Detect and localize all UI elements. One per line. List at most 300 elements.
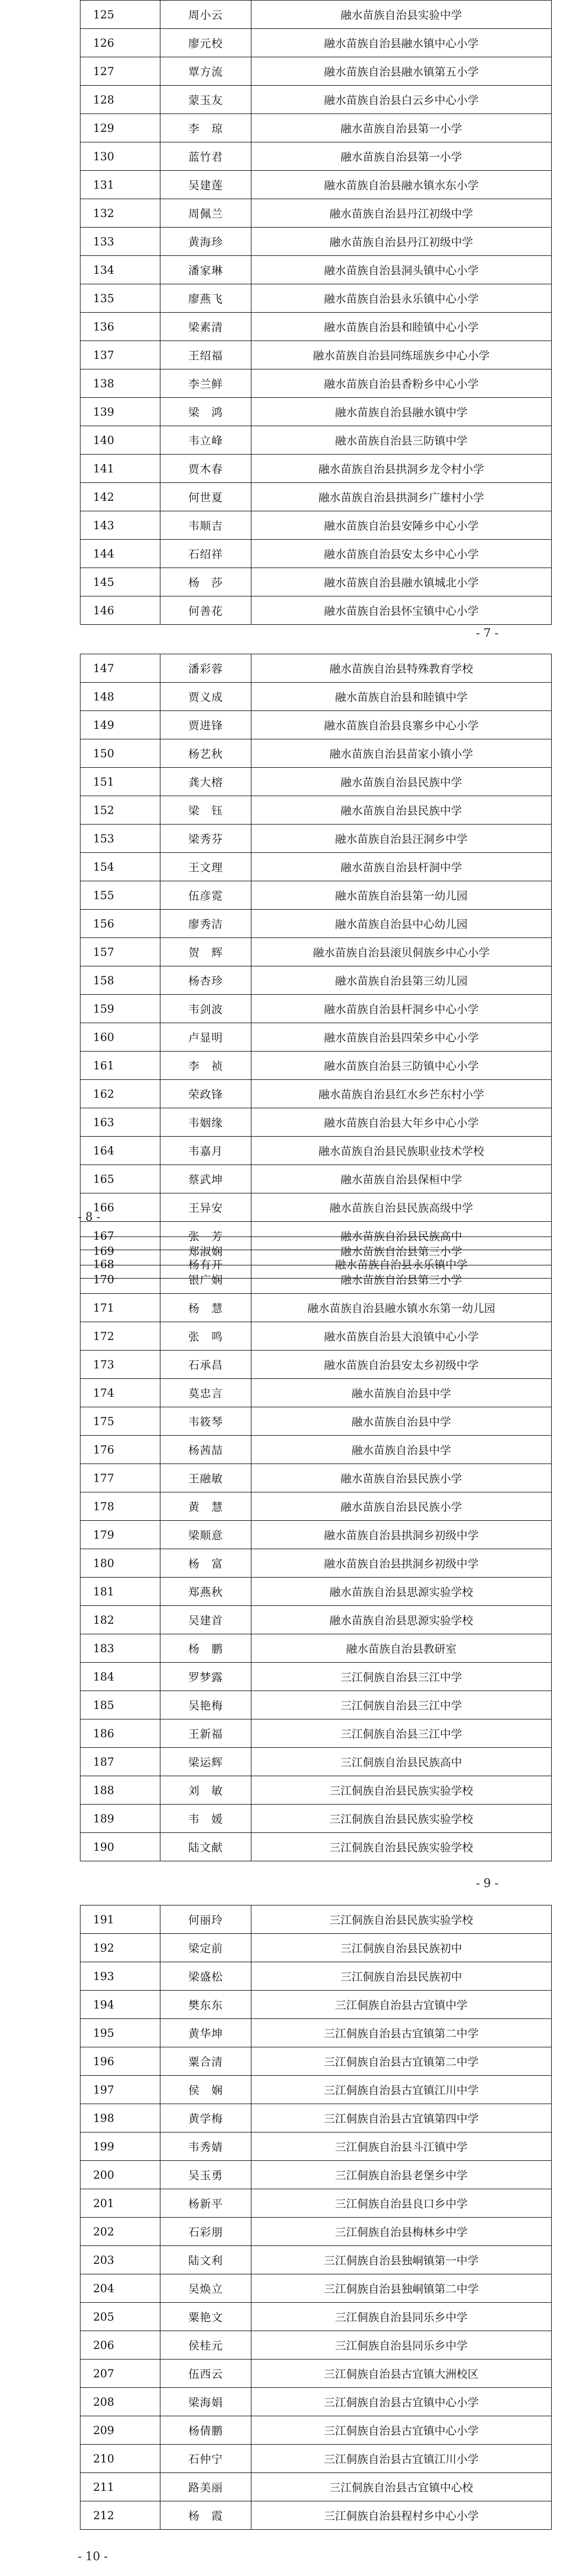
row-number: 183	[80, 1634, 160, 1663]
table-row	[80, 341, 552, 369]
table-row	[80, 284, 552, 313]
school-name: 融水苗族自治县洞头镇中心小学	[251, 256, 552, 284]
person-name: 吴建莲	[160, 171, 251, 199]
school-name: 融水苗族自治县永乐镇中心小学	[251, 284, 552, 313]
school-name: 融水苗族自治县苗家小镇小学	[251, 739, 552, 768]
school-name: 三江侗族自治县民族实验学校	[251, 1905, 552, 1934]
school-name: 融水苗族自治县中学	[251, 1379, 552, 1407]
person-name: 黄海珍	[160, 228, 251, 256]
row-number: 154	[80, 853, 160, 881]
school-name: 三江侗族自治县三江中学	[251, 1663, 552, 1691]
table-row	[80, 881, 552, 910]
table-row	[80, 1934, 552, 1962]
school-name: 融水苗族自治县四荣乡中心小学	[251, 1023, 552, 1052]
table-row	[80, 796, 552, 825]
table-row	[80, 596, 552, 625]
person-name: 吴玉勇	[160, 2161, 251, 2189]
school-name: 融水苗族自治县特殊教育学校	[251, 654, 552, 683]
person-name: 韦筱琴	[160, 1407, 251, 1436]
row-number: 206	[80, 2331, 160, 2359]
row-number: 128	[80, 86, 160, 114]
table-row	[80, 995, 552, 1023]
person-name: 石彩朋	[160, 2218, 251, 2246]
table-row	[80, 1108, 552, 1137]
person-name: 陆文利	[160, 2246, 251, 2274]
table-row	[80, 2161, 552, 2189]
table-row	[80, 86, 552, 114]
person-name: 樊东东	[160, 1991, 251, 2019]
row-number: 165	[80, 1165, 160, 1193]
person-name: 吴建首	[160, 1606, 251, 1634]
table-row	[80, 1464, 552, 1492]
roster-table	[80, 1905, 552, 2530]
row-number: 167	[80, 1222, 160, 1250]
row-number: 127	[80, 57, 160, 86]
row-number: 170	[80, 1265, 160, 1294]
table-row	[80, 1805, 552, 1833]
school-name: 三江侗族自治县民族高中	[251, 1748, 552, 1776]
row-number: 130	[80, 142, 160, 171]
person-name: 梁 钰	[160, 796, 251, 825]
person-name: 张 鸣	[160, 1322, 251, 1351]
row-number: 141	[80, 455, 160, 483]
row-number: 164	[80, 1137, 160, 1165]
row-number: 185	[80, 1691, 160, 1719]
row-number: 166	[80, 1193, 160, 1222]
row-number: 204	[80, 2274, 160, 2303]
school-name: 融水苗族自治县第三幼儿园	[251, 966, 552, 995]
school-name: 融水苗族自治县安太乡初级中学	[251, 1351, 552, 1379]
school-name: 三江侗族自治县古宜镇第二中学	[251, 2019, 552, 2047]
person-name: 吴焕立	[160, 2274, 251, 2303]
table-row	[80, 2104, 552, 2132]
page-number: - 9 -	[476, 1877, 499, 1890]
row-number: 175	[80, 1407, 160, 1436]
person-name: 梁素清	[160, 313, 251, 341]
person-name: 郑淑娴	[160, 1237, 251, 1265]
school-name: 三江侗族自治县古宜镇中心校	[251, 2473, 552, 2501]
table-row	[80, 683, 552, 711]
table-row	[80, 739, 552, 768]
school-name: 融水苗族自治县拱洞乡初级中学	[251, 1521, 552, 1549]
school-name: 融水苗族自治县民族小学	[251, 1464, 552, 1492]
table-row	[80, 1776, 552, 1805]
row-number: 149	[80, 711, 160, 739]
school-name: 融水苗族自治县民族高中	[251, 1222, 552, 1250]
table-row	[80, 1833, 552, 1861]
school-name: 融水苗族自治县教研室	[251, 1634, 552, 1663]
table-row	[80, 142, 552, 171]
person-name: 杨茜喆	[160, 1436, 251, 1464]
person-name: 杨艺秋	[160, 739, 251, 768]
row-number: 195	[80, 2019, 160, 2047]
school-name: 三江侗族自治县古宜镇第四中学	[251, 2104, 552, 2132]
person-name: 韦嘉月	[160, 1137, 251, 1165]
table-row	[80, 1052, 552, 1080]
person-name: 莫忠言	[160, 1379, 251, 1407]
school-name: 三江侗族自治县民族实验学校	[251, 1805, 552, 1833]
table-row	[80, 1080, 552, 1108]
table-row	[80, 1294, 552, 1322]
person-name: 何善花	[160, 596, 251, 625]
table-row	[80, 2019, 552, 2047]
school-name: 融水苗族自治县怀宝镇中心小学	[251, 596, 552, 625]
row-number: 137	[80, 341, 160, 369]
table-row	[80, 2218, 552, 2246]
table-row	[80, 256, 552, 284]
school-name: 融水苗族自治县第三小学	[251, 1237, 552, 1265]
table-row	[80, 1, 552, 29]
table-row	[80, 2388, 552, 2416]
school-name: 三江侗族自治县三江中学	[251, 1719, 552, 1748]
school-name: 融水苗族自治县和睦镇中学	[251, 683, 552, 711]
person-name: 石仲宁	[160, 2445, 251, 2473]
school-name: 三江侗族自治县梅林乡中学	[251, 2218, 552, 2246]
row-number: 189	[80, 1805, 160, 1833]
table-row	[80, 1719, 552, 1748]
table-row	[80, 938, 552, 966]
school-name: 融水苗族自治县民族职业技术学校	[251, 1137, 552, 1165]
school-name: 融水苗族自治县红水乡芒东村小学	[251, 1080, 552, 1108]
school-name: 融水苗族自治县良寨乡中心小学	[251, 711, 552, 739]
row-number: 145	[80, 568, 160, 596]
table-row	[80, 1407, 552, 1436]
row-number: 148	[80, 683, 160, 711]
table-row	[80, 1905, 552, 1934]
row-number: 172	[80, 1322, 160, 1351]
row-number: 208	[80, 2388, 160, 2416]
person-name: 梁顺意	[160, 1521, 251, 1549]
person-name: 梁定前	[160, 1934, 251, 1962]
person-name: 何丽玲	[160, 1905, 251, 1934]
row-number: 209	[80, 2416, 160, 2445]
person-name: 廖元校	[160, 29, 251, 57]
table-row	[80, 369, 552, 398]
person-name: 路美丽	[160, 2473, 251, 2501]
row-number: 197	[80, 2076, 160, 2104]
table-row	[80, 483, 552, 511]
person-name: 周佩兰	[160, 199, 251, 228]
table-row	[80, 1962, 552, 1991]
school-name: 融水苗族自治县和睦镇中心小学	[251, 313, 552, 341]
table-row	[80, 2047, 552, 2076]
table-row	[80, 1549, 552, 1578]
school-name: 三江侗族自治县古宜镇江川中学	[251, 2076, 552, 2104]
row-number: 181	[80, 1578, 160, 1606]
school-name: 三江侗族自治县民族初中	[251, 1962, 552, 1991]
row-number: 150	[80, 739, 160, 768]
person-name: 覃方流	[160, 57, 251, 86]
school-name: 融水苗族自治县融水镇城北小学	[251, 568, 552, 596]
table-row	[80, 455, 552, 483]
page-number: - 10 -	[78, 2550, 108, 2563]
school-name: 三江侗族自治县古宜镇第二中学	[251, 2047, 552, 2076]
person-name: 伍西云	[160, 2359, 251, 2388]
row-number: 151	[80, 768, 160, 796]
page-number: - 7 -	[476, 627, 499, 640]
person-name: 郑燕秋	[160, 1578, 251, 1606]
row-number: 201	[80, 2189, 160, 2218]
person-name: 杨 莎	[160, 568, 251, 596]
school-name: 三江侗族自治县古宜镇中心小学	[251, 2388, 552, 2416]
school-name: 融水苗族自治县民族小学	[251, 1492, 552, 1521]
table-row	[80, 2303, 552, 2331]
school-name: 融水苗族自治县拱洞乡广雄村小学	[251, 483, 552, 511]
person-name: 梁运辉	[160, 1748, 251, 1776]
table-row	[80, 2501, 552, 2530]
table-row	[80, 199, 552, 228]
row-number: 146	[80, 596, 160, 625]
row-number: 160	[80, 1023, 160, 1052]
table-row	[80, 768, 552, 796]
table-row	[80, 1691, 552, 1719]
person-name: 吴艳梅	[160, 1691, 251, 1719]
table-row	[80, 313, 552, 341]
school-name: 融水苗族自治县融水镇中心小学	[251, 29, 552, 57]
roster-table	[80, 654, 552, 1279]
person-name: 伍彦霓	[160, 881, 251, 910]
person-name: 荣政锋	[160, 1080, 251, 1108]
person-name: 杨倩鹏	[160, 2416, 251, 2445]
person-name: 韦顺吉	[160, 511, 251, 540]
school-name: 三江侗族自治县三江中学	[251, 1691, 552, 1719]
row-number: 129	[80, 114, 160, 142]
person-name: 蓝竹君	[160, 142, 251, 171]
school-name: 融水苗族自治县滚贝侗族乡中心小学	[251, 938, 552, 966]
person-name: 贾义成	[160, 683, 251, 711]
table-row	[80, 910, 552, 938]
row-number: 153	[80, 825, 160, 853]
row-number: 184	[80, 1663, 160, 1691]
school-name: 融水苗族自治县融水镇水东第一幼儿园	[251, 1294, 552, 1322]
school-name: 三江侗族自治县古宜镇中心小学	[251, 2416, 552, 2445]
school-name: 三江侗族自治县独峒镇第二中学	[251, 2274, 552, 2303]
school-name: 融水苗族自治县安太乡中心小学	[251, 540, 552, 568]
school-name: 融水苗族自治县永乐镇中学	[251, 1250, 552, 1279]
row-number: 210	[80, 2445, 160, 2473]
row-number: 162	[80, 1080, 160, 1108]
school-name: 融水苗族自治县拱洞乡龙令村小学	[251, 455, 552, 483]
row-number: 199	[80, 2132, 160, 2161]
row-number: 158	[80, 966, 160, 995]
table-row	[80, 398, 552, 426]
table-row	[80, 2473, 552, 2501]
table-row	[80, 654, 552, 683]
school-name: 融水苗族自治县杆洞中学	[251, 853, 552, 881]
table-row	[80, 1237, 552, 1265]
person-name: 廖秀洁	[160, 910, 251, 938]
school-name: 融水苗族自治县实验中学	[251, 1, 552, 29]
roster-table	[80, 1237, 552, 1861]
school-name: 融水苗族自治县思源实验学校	[251, 1606, 552, 1634]
row-number: 202	[80, 2218, 160, 2246]
person-name: 何世夏	[160, 483, 251, 511]
row-number: 177	[80, 1464, 160, 1492]
school-name: 三江侗族自治县斗江镇中学	[251, 2132, 552, 2161]
row-number: 211	[80, 2473, 160, 2501]
person-name: 梁海娟	[160, 2388, 251, 2416]
school-name: 融水苗族自治县丹江初级中学	[251, 199, 552, 228]
row-number: 125	[80, 1, 160, 29]
row-number: 143	[80, 511, 160, 540]
row-number: 176	[80, 1436, 160, 1464]
school-name: 融水苗族自治县第一小学	[251, 114, 552, 142]
person-name: 王绍福	[160, 341, 251, 369]
school-name: 融水苗族自治县大浪镇中心小学	[251, 1322, 552, 1351]
school-name: 三江侗族自治县民族初中	[251, 1934, 552, 1962]
table-row	[80, 568, 552, 596]
table-row	[80, 2331, 552, 2359]
table-row	[80, 853, 552, 881]
table-row	[80, 1023, 552, 1052]
person-name: 杨新平	[160, 2189, 251, 2218]
row-number: 155	[80, 881, 160, 910]
table-row	[80, 2132, 552, 2161]
person-name: 卢显明	[160, 1023, 251, 1052]
school-name: 三江侗族自治县独峒镇第一中学	[251, 2246, 552, 2274]
person-name: 石绍祥	[160, 540, 251, 568]
row-number: 193	[80, 1962, 160, 1991]
school-name: 融水苗族自治县三防镇中心小学	[251, 1052, 552, 1080]
table-row	[80, 966, 552, 995]
person-name: 侯 娴	[160, 2076, 251, 2104]
person-name: 罗梦露	[160, 1663, 251, 1691]
person-name: 陆文献	[160, 1833, 251, 1861]
row-number: 178	[80, 1492, 160, 1521]
person-name: 杨 富	[160, 1549, 251, 1578]
row-number: 190	[80, 1833, 160, 1861]
table-row	[80, 2076, 552, 2104]
person-name: 梁盛松	[160, 1962, 251, 1991]
school-name: 三江侗族自治县古宜镇大洲校区	[251, 2359, 552, 2388]
school-name: 融水苗族自治县白云乡中心小学	[251, 86, 552, 114]
table-row	[80, 2359, 552, 2388]
row-number: 163	[80, 1108, 160, 1137]
row-number: 126	[80, 29, 160, 57]
school-name: 三江侗族自治县民族实验学校	[251, 1776, 552, 1805]
person-name: 廖燕飞	[160, 284, 251, 313]
table-row	[80, 825, 552, 853]
school-name: 融水苗族自治县第一幼儿园	[251, 881, 552, 910]
row-number: 198	[80, 2104, 160, 2132]
school-name: 融水苗族自治县融水镇第五小学	[251, 57, 552, 86]
row-number: 159	[80, 995, 160, 1023]
school-name: 融水苗族自治县民族高级中学	[251, 1193, 552, 1222]
person-name: 银广娴	[160, 1265, 251, 1294]
table-row	[80, 1351, 552, 1379]
person-name: 张 芳	[160, 1222, 251, 1250]
person-name: 贾进锋	[160, 711, 251, 739]
table-row	[80, 1492, 552, 1521]
person-name: 潘家琳	[160, 256, 251, 284]
person-name: 贺 辉	[160, 938, 251, 966]
school-name: 融水苗族自治县安陲乡中心小学	[251, 511, 552, 540]
row-number: 133	[80, 228, 160, 256]
row-number: 192	[80, 1934, 160, 1962]
person-name: 杨 鹏	[160, 1634, 251, 1663]
person-name: 梁秀芬	[160, 825, 251, 853]
person-name: 韦姻缘	[160, 1108, 251, 1137]
school-name: 融水苗族自治县第三小学	[251, 1265, 552, 1294]
school-name: 融水苗族自治县融水镇中学	[251, 398, 552, 426]
row-number: 136	[80, 313, 160, 341]
table-row	[80, 1165, 552, 1193]
school-name: 三江侗族自治县古宜镇中学	[251, 1991, 552, 2019]
row-number: 188	[80, 1776, 160, 1805]
table-row	[80, 1379, 552, 1407]
school-name: 融水苗族自治县拱洞乡初级中学	[251, 1549, 552, 1578]
person-name: 韦立峰	[160, 426, 251, 455]
school-name: 融水苗族自治县中心幼儿园	[251, 910, 552, 938]
table-row	[80, 1748, 552, 1776]
row-number: 187	[80, 1748, 160, 1776]
school-name: 融水苗族自治县杆洞乡中心小学	[251, 995, 552, 1023]
person-name: 潘彩蓉	[160, 654, 251, 683]
person-name: 黄华坤	[160, 2019, 251, 2047]
row-number: 142	[80, 483, 160, 511]
row-number: 168	[80, 1250, 160, 1279]
table-row	[80, 2274, 552, 2303]
table-row	[80, 1137, 552, 1165]
school-name: 三江侗族自治县良口乡中学	[251, 2189, 552, 2218]
school-name: 三江侗族自治县民族实验学校	[251, 1833, 552, 1861]
row-number: 156	[80, 910, 160, 938]
school-name: 融水苗族自治县同练瑶族乡中心小学	[251, 341, 552, 369]
table-row	[80, 114, 552, 142]
person-name: 韦秀婧	[160, 2132, 251, 2161]
row-number: 144	[80, 540, 160, 568]
table-row	[80, 29, 552, 57]
page-number: - 8 -	[78, 1211, 100, 1224]
row-number: 194	[80, 1991, 160, 2019]
table-row	[80, 1578, 552, 1606]
school-name: 融水苗族自治县民族中学	[251, 768, 552, 796]
school-name: 三江侗族自治县同乐乡中学	[251, 2303, 552, 2331]
table-row	[80, 2445, 552, 2473]
row-number: 180	[80, 1549, 160, 1578]
person-name: 黄学梅	[160, 2104, 251, 2132]
row-number: 161	[80, 1052, 160, 1080]
person-name: 龚大榕	[160, 768, 251, 796]
row-number: 139	[80, 398, 160, 426]
row-number: 203	[80, 2246, 160, 2274]
person-name: 蒙玉友	[160, 86, 251, 114]
row-number: 174	[80, 1379, 160, 1407]
row-number: 131	[80, 171, 160, 199]
row-number: 140	[80, 426, 160, 455]
row-number: 200	[80, 2161, 160, 2189]
person-name: 王融敏	[160, 1464, 251, 1492]
row-number: 179	[80, 1521, 160, 1549]
table-row	[80, 2246, 552, 2274]
row-number: 134	[80, 256, 160, 284]
row-number: 132	[80, 199, 160, 228]
row-number: 147	[80, 654, 160, 683]
person-name: 刘 敏	[160, 1776, 251, 1805]
person-name: 粟合清	[160, 2047, 251, 2076]
person-name: 贾木春	[160, 455, 251, 483]
school-name: 三江侗族自治县同乐乡中学	[251, 2331, 552, 2359]
person-name: 侯桂元	[160, 2331, 251, 2359]
person-name: 韦 媛	[160, 1805, 251, 1833]
table-row	[80, 57, 552, 86]
person-name: 黄 慧	[160, 1492, 251, 1521]
school-name: 融水苗族自治县三防镇中学	[251, 426, 552, 455]
school-name: 融水苗族自治县保桓中学	[251, 1165, 552, 1193]
row-number: 212	[80, 2501, 160, 2530]
row-number: 186	[80, 1719, 160, 1748]
person-name: 杨杏珍	[160, 966, 251, 995]
